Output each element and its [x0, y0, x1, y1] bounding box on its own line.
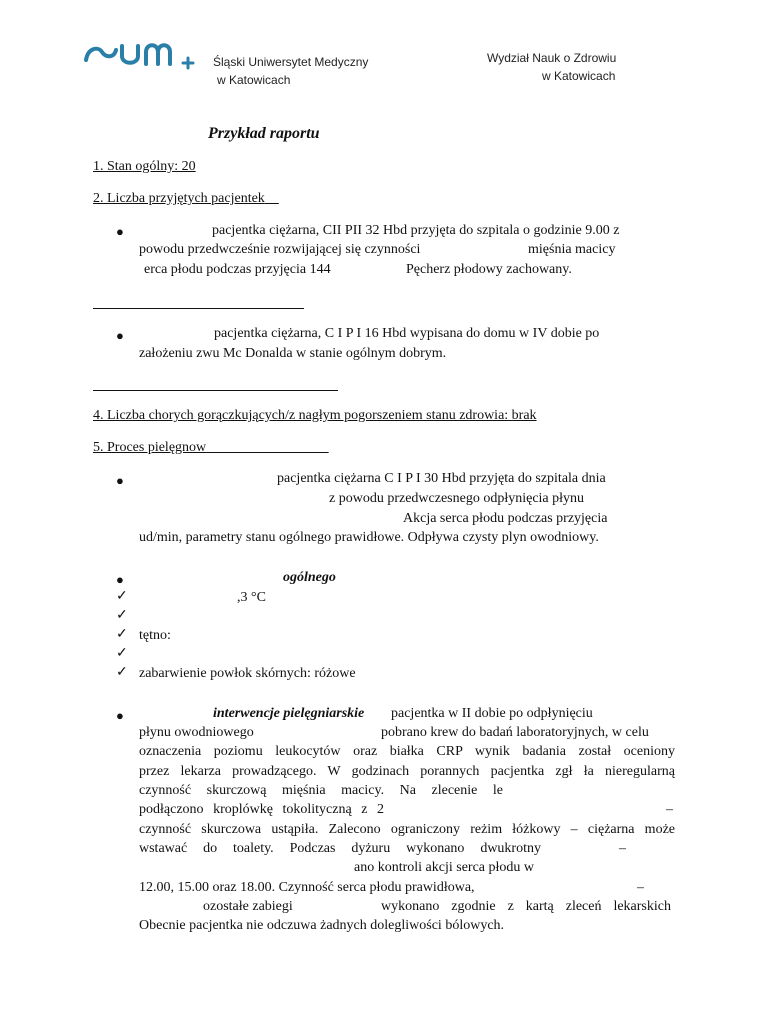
process-patient-line-4: ud/min, parametry stanu ogólnego prawidłowe. Odpływa czysty plyn owodniowy. — [139, 530, 599, 545]
report-title: Przykład raportu — [208, 125, 320, 142]
admission-1-line-3b: Pęcherz płodowy zachowany. — [406, 262, 572, 277]
interventions-line-10: 12.00, 15.00 oraz 18.00. Czynność serca płodu prawidłowa, — [139, 880, 475, 895]
bullet-icon: ● — [116, 328, 124, 343]
bullet-icon: ● — [116, 572, 124, 587]
general-state-label: ogólnego — [283, 570, 336, 585]
admission-1-line-2b: mięśnia macicy — [528, 242, 616, 257]
sum-logo — [84, 38, 200, 72]
check-icon: ✓ — [116, 589, 128, 604]
bullet-icon: ● — [116, 473, 124, 488]
interventions-line-11b: wykonano zgodnie z kartą zleceń lekarskich — [381, 899, 671, 914]
check-icon: ✓ — [116, 646, 128, 661]
section-1-heading: 1. Stan ogólny: 20 — [93, 159, 196, 174]
section-5-heading — [93, 440, 329, 456]
bullet-icon: ● — [116, 708, 124, 723]
process-patient-line-1: pacjentka ciężarna C I P I 30 Hbd przyjęta do szpitala dnia — [277, 471, 606, 486]
interventions-label: interwencje pielęgniarskie — [213, 706, 365, 721]
check-icon: ✓ — [116, 608, 128, 623]
admission-1-line-1: pacjentka ciężarna, CII PII 32 Hbd przyjęta do szpitala o godzinie 9.00 z — [212, 223, 620, 238]
university-name: Śląski Uniwersytet Medyczny — [213, 55, 369, 69]
process-patient-line-3: Akcja serca płodu podczas przyjęcia — [403, 511, 608, 526]
pulse-label: tętno: — [139, 628, 171, 643]
bullet-icon: ● — [116, 224, 124, 239]
interventions-line-1: pacjentka w II dobie po odpłynięciu — [391, 706, 593, 721]
interventions-line-12: Obecnie pacjentka nie odczuwa żadnych dolegliwości bólowych. — [139, 918, 505, 933]
section-5-text: 5. Proces pielęgnow — [93, 440, 207, 455]
university-city: w Katowicach — [217, 73, 291, 87]
discharge-line-2: założeniu zwu Mc Donalda w stanie ogólnym dobrym. — [139, 346, 447, 361]
check-icon: ✓ — [116, 627, 128, 642]
dash-mark: – — [619, 841, 626, 856]
admission-1-line-3a: erca płodu podczas przyjęcia 144 — [144, 262, 331, 277]
section-4-heading: 4. Liczba chorych gorączkujących/z nagłym pogorszeniem stanu zdrowia: brak — [93, 408, 537, 423]
admission-1-line-2a: powodu przedwcześnie rozwijającej się czynności — [139, 242, 421, 257]
interventions-line-2a: płynu owodniowego — [139, 725, 254, 740]
interventions-line-4: przez lekarza prowadzącego. W godzinach porannych pacjentka zgł ła nieregularną — [139, 764, 675, 779]
blank-line — [93, 390, 338, 391]
faculty-city: w Katowicach — [542, 69, 616, 83]
dash-mark: – — [666, 802, 673, 817]
interventions-line-11a: ozostałe zabiegi — [203, 899, 293, 914]
interventions-line-5: czynność skurczową mięśnia macicy. Na zlecenie le — [139, 783, 503, 798]
temperature-value: ,3 °C — [237, 590, 266, 605]
interventions-line-3: oznaczenia poziomu leukocytów oraz białka CRP wynik badania został oceniony — [139, 744, 675, 759]
section-2-heading — [93, 191, 279, 207]
interventions-line-8: wstawać do toalety. Podczas dyżuru wykonano dwukrotny — [139, 841, 541, 856]
interventions-line-6: podłączono kroplówkę tokolityczną z 2 — [139, 802, 384, 817]
faculty-name: Wydział Nauk o Zdrowiu — [487, 51, 617, 65]
process-patient-line-2: z powodu przedwczesnego odpłynięcia płynu — [329, 491, 585, 506]
interventions-line-2b: pobrano krew do badań laboratoryjnych, w celu — [381, 725, 649, 740]
section-2-text: 2. Liczba przyjętych pacjentek — [93, 191, 265, 206]
blank-line — [93, 308, 304, 309]
interventions-line-7: czynność skurczowa ustąpiła. Zalecono ograniczony reżim łóżkowy – ciężarna może — [139, 822, 675, 837]
dash-mark: – — [637, 880, 644, 895]
skin-color: zabarwienie powłok skórnych: różowe — [139, 666, 356, 681]
discharge-line-1: pacjentka ciężarna, C I P I 16 Hbd wypisana do domu w IV dobie po — [214, 326, 600, 341]
interventions-line-9: ano kontroli akcji serca płodu w — [354, 860, 535, 875]
check-icon: ✓ — [116, 665, 128, 680]
